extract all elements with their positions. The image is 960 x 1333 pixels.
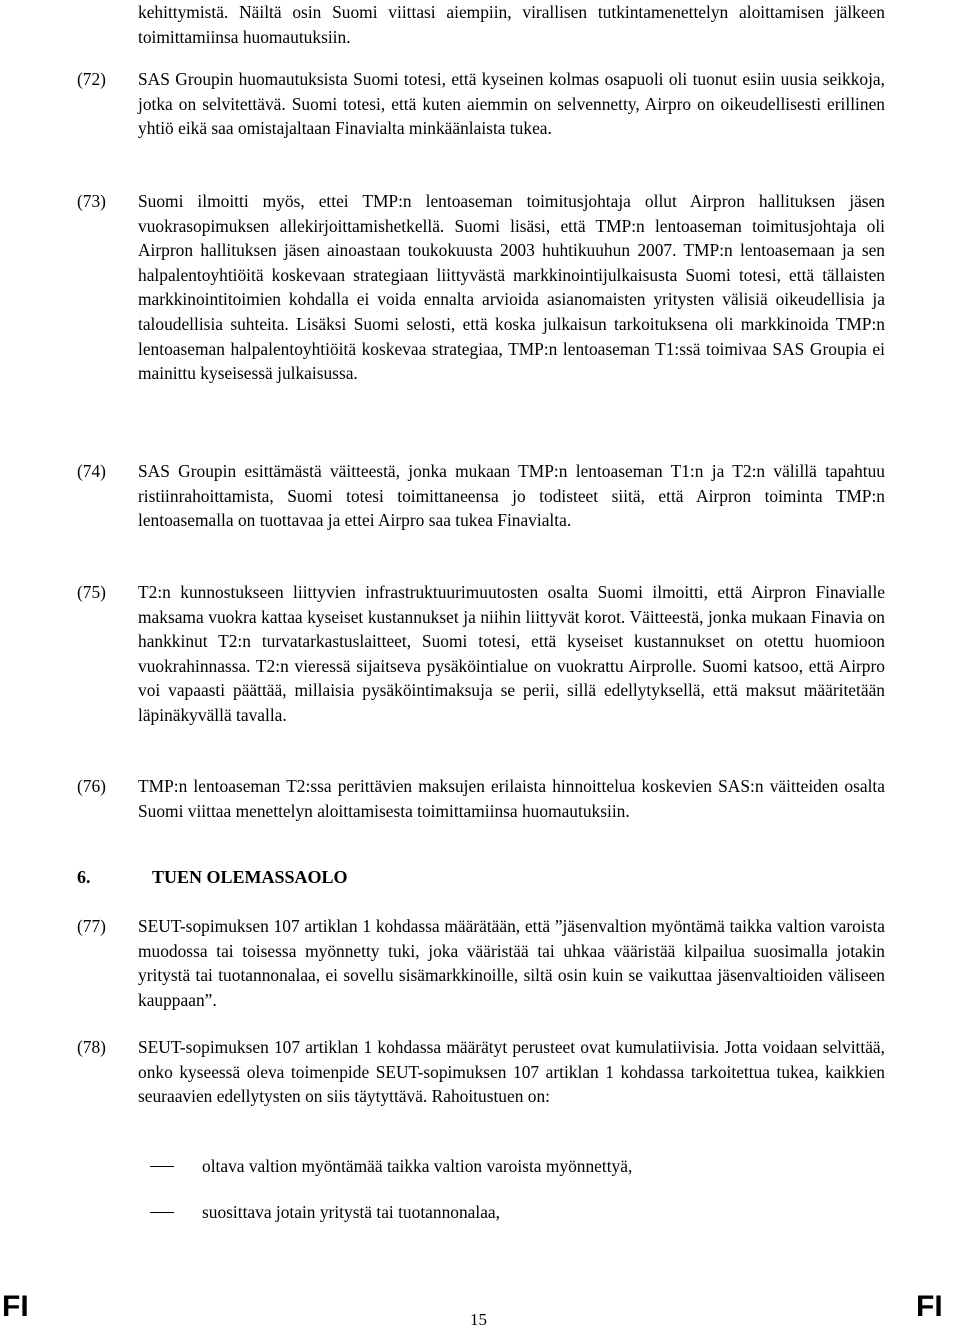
list-item-text: oltava valtion myöntämää taikka valtion varoista myönnettyä, [202, 1156, 633, 1176]
intro-paragraph-text: kehittymistä. Näiltä osin Suomi viittasi aiempiin, virallisen tutkintamenettelyn aloittamisen jälkeen toimittamiinsa huomautuksiin. [138, 2, 885, 47]
paragraph-text: T2:n kunnostukseen liittyvien infrastruktuurimuutosten osalta Suomi ilmoitti, että Airpron Finavialle maksama vuokra kattaa kyseiset kustannukset ja niihin liittyvät korot. Väitteestä, jonka mukaan Finavia on hankkinut T2:n turvatarkastuslaitteet, Suomi totesi, että kyseiset kustannukset on otettu huomioon vuokrahinnassa. T2:n vieressä sijaitseva pysäköintialue on vuokrattu Airprolle. Suomi katsoo, että Airpro voi vapaasti päättää, millaisia pysäköintimaksuja se perii, sillä edellytyksellä, että maksut määritetään läpinäkyvällä tavalla. [138, 582, 885, 725]
paragraph-78 [77, 1035, 885, 1109]
section-number: 6. [77, 867, 91, 887]
dash-bullet-icon [150, 1166, 174, 1167]
paragraph-76 [77, 774, 885, 823]
list-item-text: suosittava jotain yritystä tai tuotannonalaa, [202, 1202, 500, 1222]
list-item [150, 1200, 890, 1225]
paragraph-number: (77) [77, 916, 106, 936]
footer-language-right: FI [916, 1290, 943, 1323]
paragraph-73 [77, 189, 885, 386]
section-heading [77, 865, 348, 890]
paragraph-77 [77, 914, 885, 1012]
paragraph-text: SAS Groupin huomautuksista Suomi totesi, että kyseinen kolmas osapuoli oli tuonut esiin uusia seikkoja, jotka on selvitettävä. Suomi totesi, että kuten aiemmin on selvennetty, Airpro on oikeudellisesti erillinen yhtiö eikä saa omistajaltaan Finavialta minkäänlaista tukea. [138, 69, 885, 139]
paragraph-text: TMP:n lentoaseman T2:ssa perittävien maksujen erilaista hinnoittelua koskevien SAS:n väitteiden osalta Suomi viittaa menettelyn aloittamisesta toimittamiinsa huomautuksiin. [138, 776, 885, 821]
paragraph-text: Suomi ilmoitti myös, ettei TMP:n lentoaseman toimitusjohtaja ollut Airpron hallituksen jäsen vuokrasopimuksen allekirjoittamishetkellä. Suomi lisäsi, että TMP:n lentoaseman toimitusjohtaja oli Airpron hallituksen jäsen ainoastaan toukokuusta 2003 huhtikuuhun 2007. TMP:n lentoasemaan ja sen halpalentoyhtiöitä koskevaan strategiaan liittyvästä markkinointijulkaisusta Suomi totesi, että tällaisten markkinointitoimien kohdalla ei voida ennalta arvioida asianomaisten yritysten välisiä oikeudellisia ja taloudellisia suhteita. Lisäksi Suomi selosti, että koska julkaisun tarkoituksena oli markkinoida TMP:n lentoaseman halpalentoyhtiöitä koskevaa strategiaa, TMP:n lentoaseman T1:ssä toimivaa SAS Groupia ei mainittu kyseisessä julkaisussa. [138, 191, 885, 384]
dash-bullet-icon [150, 1212, 174, 1213]
footer-language-left: FI [2, 1290, 29, 1323]
paragraph-text: SAS Groupin esittämästä väitteestä, jonka mukaan TMP:n lentoaseman T1:n ja T2:n välillä tapahtuu ristiinrahoittamista, Suomi totesi toimittaneensa jo todisteet siitä, että Airpron toiminta TMP:n lentoasemalla on tuottavaa ja ettei Airpro saa tukea Finavialta. [138, 461, 885, 531]
list-item [150, 1154, 890, 1179]
paragraph-number: (78) [77, 1037, 106, 1057]
paragraph-72 [77, 67, 885, 141]
paragraph-number: (73) [77, 191, 106, 211]
paragraph-text: SEUT-sopimuksen 107 artiklan 1 kohdassa määrätyt perusteet ovat kumulatiivisia. Jotta voidaan selvittää, onko kyseessä oleva toimenpide SEUT-sopimuksen 107 artiklan 1 kohdassa tarkoitettua tukea, kaikkien seuraavien edellytysten on siis täytyttävä. Rahoitustuen on: [138, 1037, 885, 1107]
paragraph-text: SEUT-sopimuksen 107 artiklan 1 kohdassa määrätään, että ”jäsenvaltion myöntämä taikka valtion varoista muodossa tai toisessa myönnetty tuki, joka vääristää tai uhkaa vääristää kilpailua suosimalla jotakin yritystä tai tuotannonalaa, ei sovellu sisämarkkinoille, siltä osin kuin se vaikuttaa jäsenvaltioiden väliseen kauppaan”. [138, 916, 885, 1010]
section-title: TUEN OLEMASSAOLO [152, 867, 348, 887]
paragraph-number: (74) [77, 461, 106, 481]
paragraph-75 [77, 580, 885, 728]
paragraph-number: (75) [77, 582, 106, 602]
paragraph-number: (72) [77, 69, 106, 89]
paragraph-74 [77, 459, 885, 533]
paragraph-number: (76) [77, 776, 106, 796]
page-number: 15 [470, 1310, 487, 1329]
